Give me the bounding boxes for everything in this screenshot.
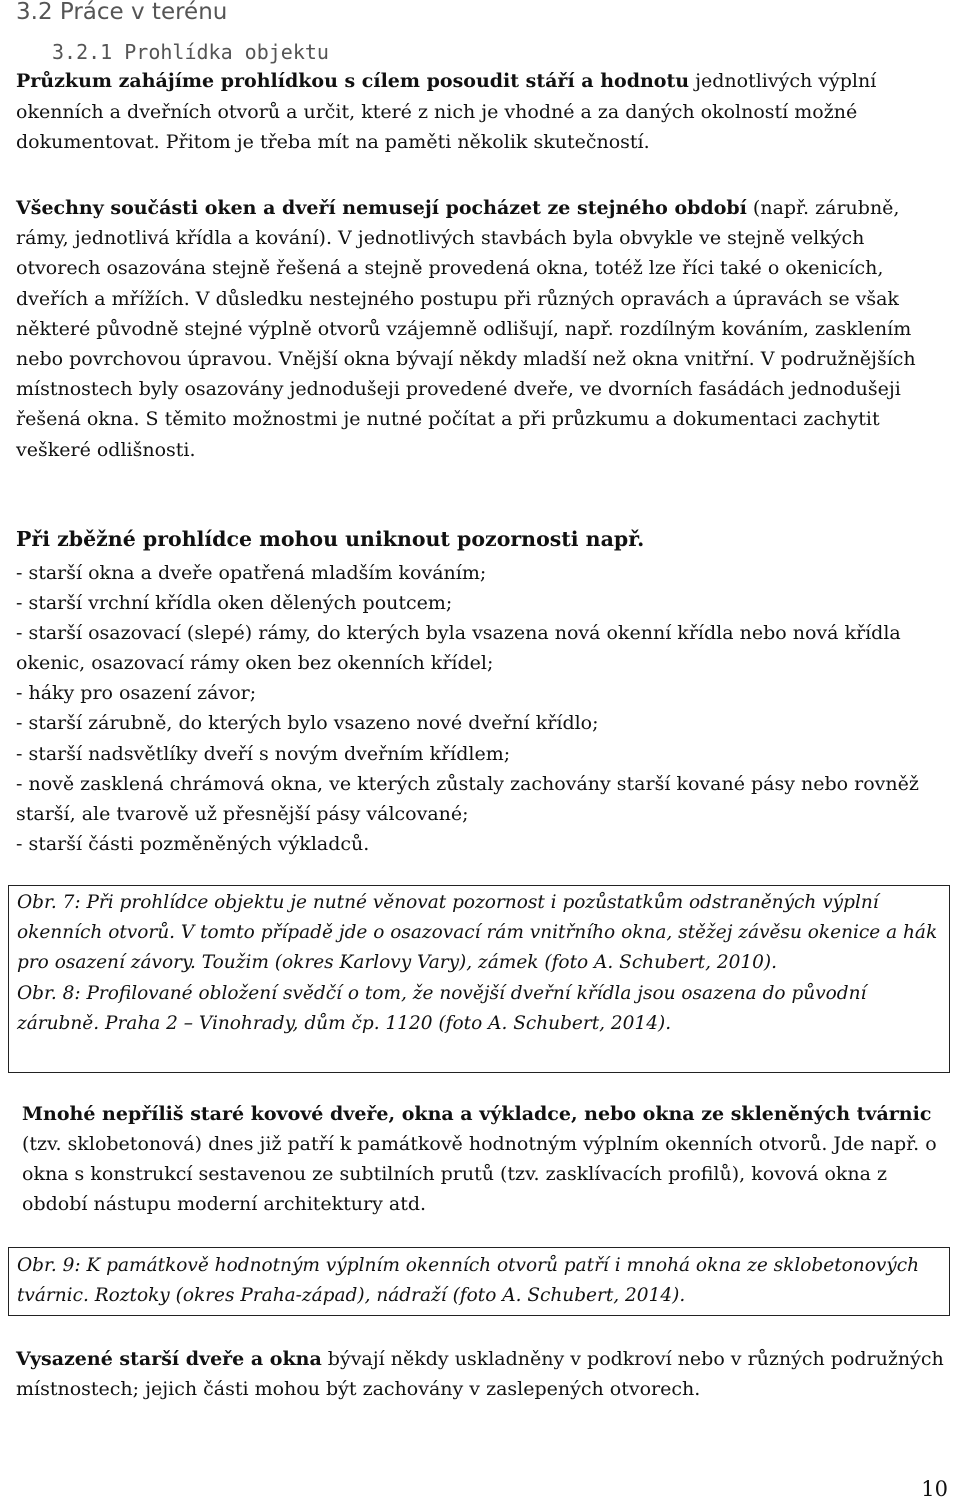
intro-text: jednotlivých výplní okenních a dveřních otvorů a určit, které z nich je vhodné a za daných okolností možné dokumentovat. Přitom je třeba mít na paměti několik skutečností. — [16, 70, 877, 153]
intro-paragraph — [16, 66, 946, 158]
components-bold: Všechny součásti oken a dveří nemusejí pocházet ze stejného období — [16, 197, 747, 219]
components-text: (např. zárubně, rámy, jednotlivá křídla a kování). V jednotlivých stavbách byla obvykle ve stejně velkých otvorech osazována stejně řešená a stejně provedená okna, totéž lze říci také o okenicích, dveřích a mřížích. V důsledku nestejného postupu při různých opravách a úpravách se však některé původně stejné výplně otvorů vzájemně odlišují, např. rozdílným kováním, zasklením nebo povrchovou úpravou. Vnější okna bývají někdy mladší než okna vnitřní. V podružnějších místnostech byly osazovány jednodušeji provedené dveře, ve dvorních fasádách jednodušeji řešená okna. S těmito možnostmi je nutné počítat a při průzkumu a dokumentaci zachytit veškeré odlišnosti. — [16, 197, 916, 461]
attic-text: bývají někdy uskladněny v podkroví nebo v různých podružných místnostech; jejich části mohou být zachovány v zaslepených otvorech. — [16, 1348, 944, 1400]
metal-bold: Mnohé nepříliš staré kovové dveře, okna a výkladce, nebo okna ze skleněných tvárnic — [22, 1103, 932, 1125]
metal-windows-paragraph — [22, 1099, 952, 1219]
metal-text: (tzv. sklobetonová) dnes již patří k památkově hodnotným výplním okenních otvorů. Jde např. o okna s konstrukcí sestavenou ze subtilních prutů (tzv. zasklívacích profilů), kovová okna z období nástupu moderní architektury atd. — [22, 1133, 937, 1215]
caption-obr-8: Obr. 8: Profilované obložení svědčí o tom, že novější dveřní křídla jsou osazena do původní zárubně. Praha 2 – Vinohrady, dům čp. 1120 (foto A. Schubert, 2014). — [17, 982, 867, 1034]
caption-obr-9: Obr. 9: K památkově hodnotným výplním okenních otvorů patří i mnohá okna ze sklobetonových tvárnic. Roztoky (okres Praha-západ), nádraží (foto A. Schubert, 2014). — [17, 1255, 920, 1307]
components-paragraph — [16, 193, 946, 465]
page-number: 10 — [921, 1477, 948, 1501]
list-item: - háky pro osazení závor; — [16, 682, 257, 705]
intro-bold: Průzkum zahájíme prohlídkou s cílem posoudit stáří a hodnotu — [16, 70, 690, 92]
subsection-heading: 3.2.1 Prohlídka objektu — [52, 40, 329, 64]
list-item: - starší nadsvětlíky dveří s novým dveřním křídlem; — [16, 742, 511, 765]
overlooked-items-list — [16, 558, 946, 859]
list-item: - starší okna a dveře opatřená mladším kováním; — [16, 562, 487, 584]
figure-caption-box-9 — [8, 1247, 950, 1316]
list-item: - starší zárubně, do kterých bylo vsazeno nové dveřní křídlo; — [16, 712, 599, 735]
list-item: - nově zasklená chrámová okna, ve kterých zůstaly zachovány starší kované pásy nebo rovněž starší, ale tvarově už přesnější pásy válcované; — [16, 772, 919, 825]
caption-obr-7: Obr. 7: Při prohlídce objektu je nutné věnovat pozornost i pozůstatkům odstraněných výplní okenních otvorů. V tomto případě jde o osazovací rám vnitřního okna, stěžej závěsu okenice a hák pro osazení závory. Toužim (okres Karlovy Vary), zámek (foto A. Schubert, 2010). — [17, 892, 938, 974]
list-item: - starší části pozměněných výkladců. — [16, 832, 370, 855]
figure-caption-box-7-8 — [8, 885, 950, 1073]
attic-paragraph — [16, 1344, 946, 1404]
attic-bold: Vysazené starší dveře a okna — [16, 1348, 322, 1370]
section-heading: 3.2 Práce v terénu — [16, 0, 228, 25]
list-item: - starší osazovací (slepé) rámy, do kterých byla vsazena nová okenní křídla nebo nová křídla okenic, osazovací rámy oken bez okenních křídel; — [16, 622, 901, 675]
list-item: - starší vrchní křídla oken dělených poutcem; — [16, 592, 453, 615]
list-heading: Při zběžné prohlídce mohou uniknout pozornosti např. — [16, 527, 645, 551]
